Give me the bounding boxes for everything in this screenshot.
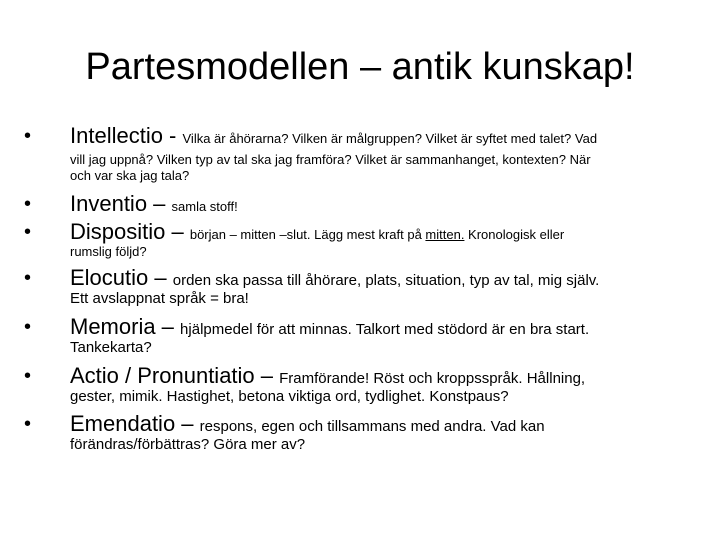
item-first-line bbox=[70, 124, 597, 148]
item-text-underlined: mitten. bbox=[425, 227, 465, 242]
item-text-cont: gester, mimik. Hastighet, betona viktiga ord, tydlighet. Konstpaus? bbox=[70, 388, 509, 405]
item-text: hjälpmedel för att minnas. Talkort med stödord är en bra start. bbox=[180, 321, 590, 338]
bullet-icon: • bbox=[24, 267, 32, 289]
item-text: respons, egen och tillsammans med andra. Vad kan bbox=[199, 418, 545, 435]
item-first-line bbox=[70, 315, 589, 339]
item-first-line bbox=[70, 192, 238, 216]
item-text-cont: förändras/förbättras? Göra mer av? bbox=[70, 436, 306, 453]
bullet-icon: • bbox=[24, 193, 32, 215]
bullet-icon: • bbox=[24, 365, 32, 387]
item-first-line bbox=[70, 412, 545, 436]
item-text-cont: Ett avslappnat språk = bra! bbox=[70, 290, 249, 307]
item-text-cont: rumslig följd? bbox=[70, 244, 147, 259]
item-text-cont: vill jag uppnå? Vilken typ av tal ska jag framföra? Vilket är sammanhanget, kontexten? När bbox=[70, 152, 591, 167]
item-term: Actio / Pronuntiatio – bbox=[70, 363, 280, 388]
item-text: början – mitten –slut. Lägg mest kraft på bbox=[189, 227, 426, 242]
item-term: Intellectio - bbox=[70, 123, 183, 148]
item-term: Emendatio – bbox=[70, 411, 200, 436]
item-text: orden ska passa till åhörare, plats, situation, typ av tal, mig själv. bbox=[172, 272, 600, 289]
item-text: Vilka är åhörarna? Vilken är målgruppen? Vilket är syftet med talet? Vad bbox=[182, 131, 598, 146]
item-term: Inventio – bbox=[70, 191, 172, 216]
bullet-icon: • bbox=[24, 125, 32, 147]
item-first-line bbox=[70, 220, 564, 244]
item-term: Memoria – bbox=[70, 314, 181, 339]
item-text-cont: Tankekarta? bbox=[70, 339, 152, 356]
item-text-cont: och var ska jag tala? bbox=[70, 168, 190, 183]
item-text: samla stoff! bbox=[171, 199, 238, 214]
item-term: Dispositio – bbox=[70, 219, 190, 244]
item-term: Elocutio – bbox=[70, 265, 173, 290]
bullet-icon: • bbox=[24, 413, 32, 435]
bullet-icon: • bbox=[24, 221, 32, 243]
item-text: Framförande! Röst och kroppsspråk. Hållning, bbox=[279, 370, 586, 387]
item-text: Kronologisk eller bbox=[464, 227, 565, 242]
bullet-icon: • bbox=[24, 316, 32, 338]
slide-title: Partesmodellen – antik kunskap! bbox=[85, 46, 635, 88]
item-first-line bbox=[70, 364, 585, 388]
item-first-line bbox=[70, 266, 599, 290]
